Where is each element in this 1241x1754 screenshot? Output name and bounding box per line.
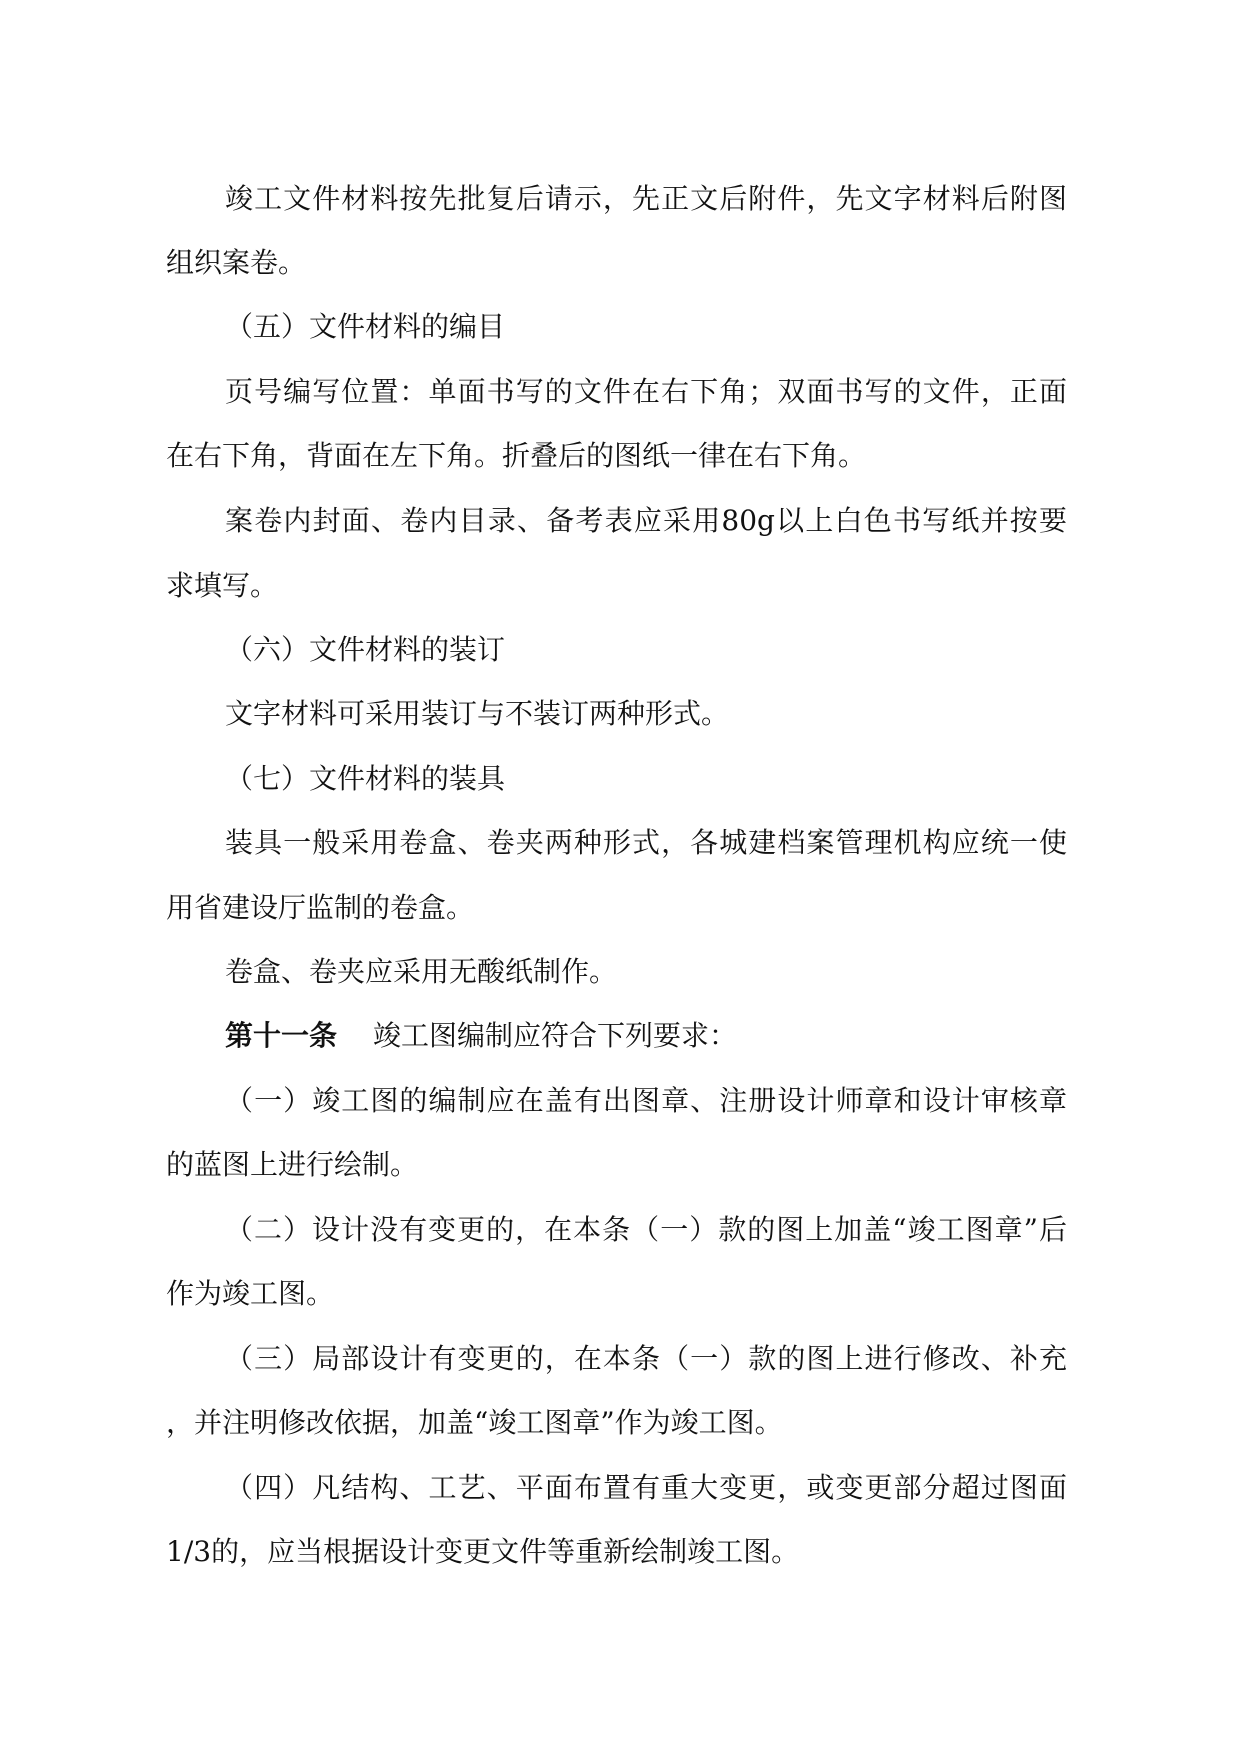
list-item-line: （三）局部设计有变更的，在本条（一）款的图上进行修改、补充 xyxy=(225,1342,1067,1375)
list-item-line: 的蓝图上进行绘制。 xyxy=(166,1148,419,1181)
list-item-line: （四）凡结构、工艺、平面布置有重大变更，或变更部分超过图面 xyxy=(225,1471,1067,1504)
section-heading: （五）文件材料的编目 xyxy=(225,310,506,343)
paragraph-line: 案卷内封面、卷内目录、备考表应采用80g以上白色书写纸并按要 xyxy=(225,504,1067,537)
list-item-line: （一）竣工图的编制应在盖有出图章、注册设计师章和设计审核章 xyxy=(225,1084,1067,1117)
list-item-line: 1/3的，应当根据设计变更文件等重新绘制竣工图。 xyxy=(166,1535,800,1568)
list-item-line: ，并注明修改依据，加盖“竣工图章”作为竣工图。 xyxy=(166,1406,783,1439)
paragraph-line: 竣工文件材料按先批复后请示，先正文后附件，先文字材料后附图 xyxy=(225,182,1067,215)
article-number: 第十一条 xyxy=(225,1019,338,1052)
section-heading: （七）文件材料的装具 xyxy=(225,762,506,795)
paragraph-line: 文字材料可采用装订与不装订两种形式。 xyxy=(225,697,730,730)
paragraph-line: 页号编写位置：单面书写的文件在右下角；双面书写的文件，正面 xyxy=(225,375,1067,408)
paragraph-line: 组织案卷。 xyxy=(166,246,307,279)
list-item-line: 作为竣工图。 xyxy=(166,1277,335,1310)
paragraph-line: 求填写。 xyxy=(166,569,279,602)
paragraph-line: 在右下角，背面在左下角。折叠后的图纸一律在右下角。 xyxy=(166,439,867,472)
article-text: 竣工图编制应符合下列要求： xyxy=(373,1019,738,1052)
section-heading: （六）文件材料的装订 xyxy=(225,633,506,666)
list-item-line: （二）设计没有变更的，在本条（一）款的图上加盖“竣工图章”后 xyxy=(225,1213,1067,1246)
paragraph-line: 用省建设厅监制的卷盒。 xyxy=(166,891,475,924)
paragraph-line: 装具一般采用卷盒、卷夹两种形式，各城建档案管理机构应统一使 xyxy=(225,826,1067,859)
article-heading xyxy=(225,1016,737,1056)
paragraph-line: 卷盒、卷夹应采用无酸纸制作。 xyxy=(225,955,618,988)
